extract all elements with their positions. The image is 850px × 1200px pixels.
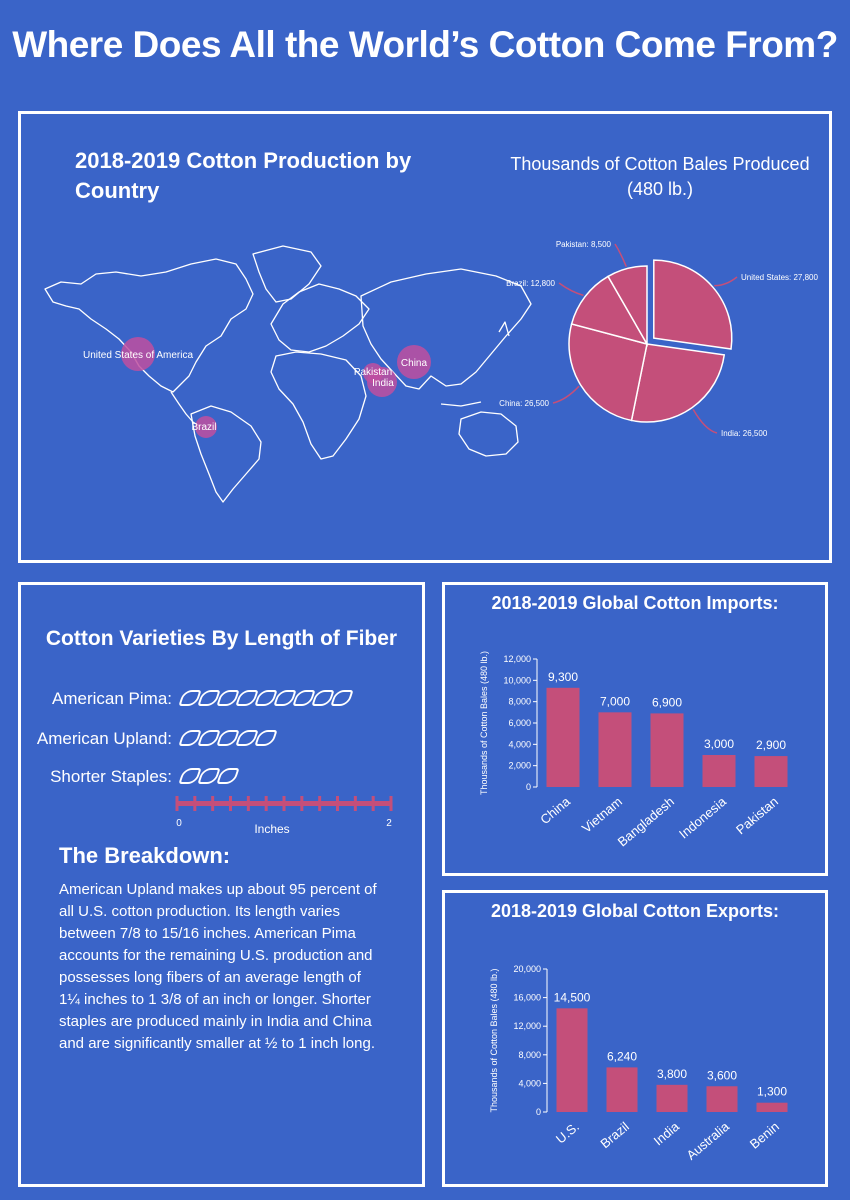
bar-value-label: 9,300 — [547, 669, 579, 684]
ruler-tick — [176, 796, 179, 811]
x-tick-label: China — [537, 793, 573, 828]
pie-leader-0 — [714, 277, 737, 286]
bar-value-label: 3,600 — [706, 1068, 738, 1083]
fiber-title: Cotton Varieties By Length of Fiber — [45, 627, 398, 650]
exports-chart — [445, 893, 825, 1184]
pie-slice-united-states — [654, 260, 732, 349]
y-tick-label: 4,000 — [518, 1078, 541, 1089]
pie-leader-3 — [559, 283, 584, 295]
imports-panel — [442, 582, 828, 876]
x-tick-label: Benin — [746, 1118, 782, 1152]
y-tick-label: 12,000 — [503, 654, 531, 664]
x-tick-label: Bangladesh — [614, 793, 677, 850]
central-america-shape — [171, 392, 199, 426]
bar-china — [547, 688, 580, 787]
pie-leader-2 — [553, 386, 579, 403]
bar-brazil — [607, 1067, 638, 1112]
map-label-brazil: Brazil — [191, 422, 217, 433]
ruler-axis-label: Inches — [254, 822, 290, 836]
y-axis-label: Thousands of Cotton Bales (480 lb.) — [479, 650, 489, 796]
x-tick-label: Australia — [683, 1118, 732, 1163]
y-axis-label: Thousands of Cotton Bales (480 lb.) — [489, 968, 499, 1113]
ruler-tick — [247, 796, 250, 811]
map-label-pakistan: Pakistan — [353, 367, 393, 378]
fiber-label-upland: American Upland: — [36, 729, 172, 748]
cotton-fiber-icon — [330, 690, 353, 706]
fiber-label-pima: American Pima: — [52, 689, 172, 708]
map-label-china: China — [400, 358, 428, 369]
bar-value-label: 6,240 — [606, 1049, 638, 1064]
ruler-tick — [211, 796, 214, 811]
y-tick-label: 16,000 — [513, 992, 541, 1003]
imports-title: 2018-2019 Global Cotton Imports: — [491, 593, 779, 613]
pie-label-4: Pakistan: 8,500 — [555, 240, 611, 249]
pie-label-2: China: 26,500 — [499, 399, 549, 408]
y-tick-label: 8,000 — [518, 1049, 541, 1060]
bar-us — [557, 1008, 588, 1112]
ruler-tick — [336, 796, 339, 811]
y-tick-label: 20,000 — [513, 964, 541, 974]
bar-australia — [707, 1086, 738, 1112]
ruler-tick — [354, 796, 357, 811]
bar-india — [657, 1085, 688, 1112]
map-title: 2018-2019 Cotton Production by Country — [75, 148, 412, 203]
pie-label-1: India: 26,500 — [721, 429, 768, 438]
bar-value-label: 14,500 — [553, 990, 591, 1005]
ruler-tick — [265, 796, 268, 811]
africa-shape — [271, 352, 366, 459]
pie-slice-india — [632, 344, 725, 422]
inches-ruler — [173, 793, 395, 836]
bar-benin — [757, 1103, 788, 1112]
australia-shape — [459, 412, 518, 456]
map-label-india: India — [372, 378, 394, 389]
pie-chart — [499, 240, 818, 438]
x-tick-label: U.S. — [552, 1118, 582, 1147]
pie-label-3: Brazil: 12,800 — [506, 279, 555, 288]
world-map — [21, 114, 835, 566]
y-tick-label: 12,000 — [513, 1021, 541, 1032]
x-tick-label: Indonesia — [676, 793, 729, 842]
breakdown-title: The Breakdown: — [59, 843, 231, 868]
greenland-shape — [253, 246, 321, 302]
bar-value-label: 6,900 — [651, 695, 683, 710]
ruler-tick — [300, 796, 303, 811]
exports-title: 2018-2019 Global Cotton Exports: — [490, 901, 780, 921]
bar-value-label: 2,900 — [755, 738, 787, 753]
x-tick-label: India — [650, 1118, 682, 1149]
bar-value-label: 3,000 — [703, 737, 735, 751]
bar-vietnam — [599, 712, 632, 787]
fiber-icons-shorter — [181, 768, 237, 784]
ruler-tick — [283, 796, 286, 811]
ruler-tick — [229, 796, 232, 811]
y-tick-label: 10,000 — [503, 675, 531, 686]
cotton-fiber-icon — [254, 730, 277, 746]
bar-value-label: 7,000 — [599, 694, 631, 709]
fiber-icons-pima — [181, 690, 351, 706]
exports-panel — [442, 890, 828, 1187]
bar-pakistan — [755, 756, 788, 787]
bar-value-label: 3,800 — [656, 1066, 688, 1081]
x-tick-label: Vietnam — [578, 793, 625, 836]
ruler-tick — [390, 796, 393, 811]
pie-leader-4 — [615, 244, 626, 267]
bar-value-label: 1,300 — [756, 1084, 788, 1099]
y-tick-label: 4,000 — [508, 739, 531, 750]
cotton-fiber-icon — [216, 768, 239, 784]
bar-indonesia — [703, 755, 736, 787]
page-title: Where Does All the World’s Cotton Come From? — [12, 24, 838, 65]
world-map-outline — [45, 246, 531, 502]
imports-chart — [445, 585, 825, 873]
map-label-usa: United States of America — [82, 350, 194, 361]
europe-shape — [271, 284, 369, 352]
y-tick-label: 0 — [535, 1107, 541, 1117]
x-tick-label: Brazil — [597, 1118, 632, 1152]
fiber-label-shorter: Shorter Staples: — [50, 767, 172, 786]
fiber-icons-upland — [181, 730, 275, 746]
production-panel — [18, 111, 832, 563]
y-tick-label: 6,000 — [508, 718, 531, 728]
bar-bangladesh — [651, 713, 684, 787]
ruler-tick — [372, 796, 375, 811]
x-tick-label: Pakistan — [733, 793, 781, 838]
breakdown-text: American Upland makes up about 95 percent of all U.S. cotton production. Its length varies between 7/8 to 15/16 inches. American Pima accounts for the remaining U.S. production and possesses long fibers of an average length of 1¼ inches to 1 3/8 of an inch or longer. Shorter staples are produced mainly in India and China and are significantly smaller at ½ to 1 inch long. — [59, 881, 377, 1052]
y-tick-label: 2,000 — [508, 760, 531, 771]
pie-label-0: United States: 27,800 — [741, 273, 818, 282]
north-america-shape — [45, 259, 253, 392]
y-tick-label: 8,000 — [508, 696, 531, 707]
pie-leader-1 — [693, 409, 717, 433]
ruler-tick — [193, 796, 196, 811]
ruler-max-label: 2 — [386, 818, 392, 829]
indonesia-shape — [441, 402, 481, 406]
ruler-min-label: 0 — [176, 818, 182, 829]
ruler-tick — [318, 796, 321, 811]
pie-title: Thousands of Cotton Bales Produced (480 lb.) — [510, 154, 810, 199]
fiber-panel — [18, 582, 425, 1187]
y-tick-label: 0 — [525, 782, 531, 792]
